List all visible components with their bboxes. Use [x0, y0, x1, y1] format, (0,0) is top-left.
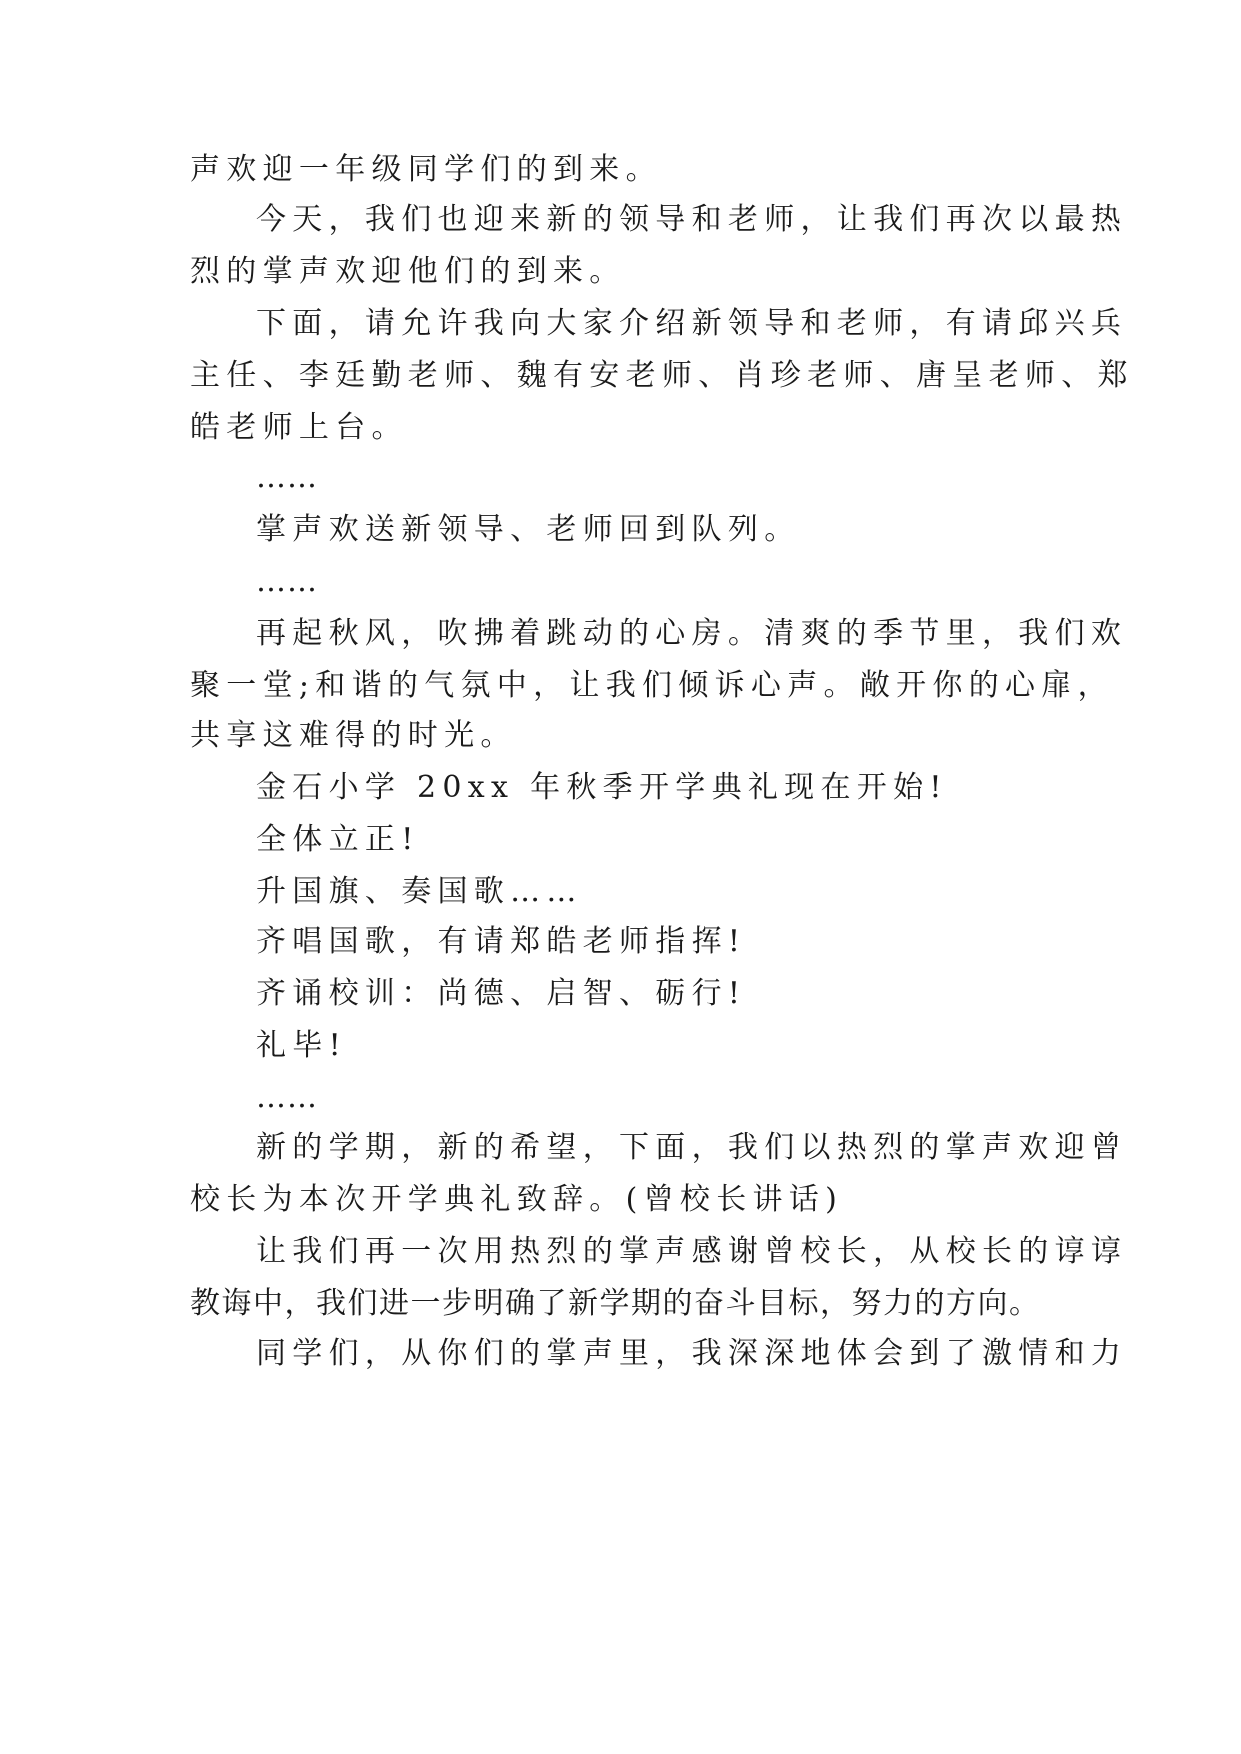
- text-line: 烈的掌声欢迎他们的到来。: [190, 254, 626, 289]
- text-line: 校长为本次开学典礼致辞。(曾校长讲话): [190, 1182, 844, 1217]
- text-line: 让我们再一次用热烈的掌声感谢曾校长，从校长的谆谆: [256, 1234, 1128, 1269]
- text-line: 全体立正!: [256, 822, 420, 857]
- text-line: 主任、李廷勤老师、魏有安老师、肖珍老师、唐呈老师、郑: [190, 358, 1134, 393]
- text-line: 同学们，从你们的掌声里，我深深地体会到了激情和力: [256, 1336, 1128, 1371]
- text-line: 今天，我们也迎来新的领导和老师，让我们再次以最热: [256, 202, 1128, 237]
- text-line: 共享这难得的时光。: [190, 718, 517, 753]
- text-line: 聚一堂;和谐的气氛中，让我们倾诉心声。敞开你的心扉，: [190, 668, 1114, 703]
- ellipsis-line: ……: [256, 564, 318, 599]
- text-line: 下面，请允许我向大家介绍新领导和老师，有请邱兴兵: [256, 306, 1128, 341]
- text-line: 再起秋风，吹拂着跳动的心房。清爽的季节里，我们欢: [256, 616, 1128, 651]
- ellipsis-line: ……: [256, 460, 318, 495]
- text-line: 皓老师上台。: [190, 410, 408, 445]
- text-line: 升国旗、奏国歌……: [256, 874, 583, 909]
- text-line: 声欢迎一年级同学们的到来。: [190, 152, 662, 187]
- text-line: 礼毕!: [256, 1028, 347, 1063]
- ellipsis-line: ……: [256, 1080, 318, 1115]
- text-line: 金石小学 20xx 年秋季开学典礼现在开始!: [256, 770, 948, 805]
- text-line: 齐唱国歌，有请郑皓老师指挥!: [256, 924, 747, 959]
- text-line: 教诲中，我们进一步明确了新学期的奋斗目标，努力的方向。: [190, 1286, 1041, 1321]
- text-line: 齐诵校训：尚德、启智、砺行!: [256, 976, 747, 1011]
- text-line: 新的学期，新的希望，下面，我们以热烈的掌声欢迎曾: [256, 1130, 1128, 1165]
- text-line: 掌声欢送新领导、老师回到队列。: [256, 512, 801, 547]
